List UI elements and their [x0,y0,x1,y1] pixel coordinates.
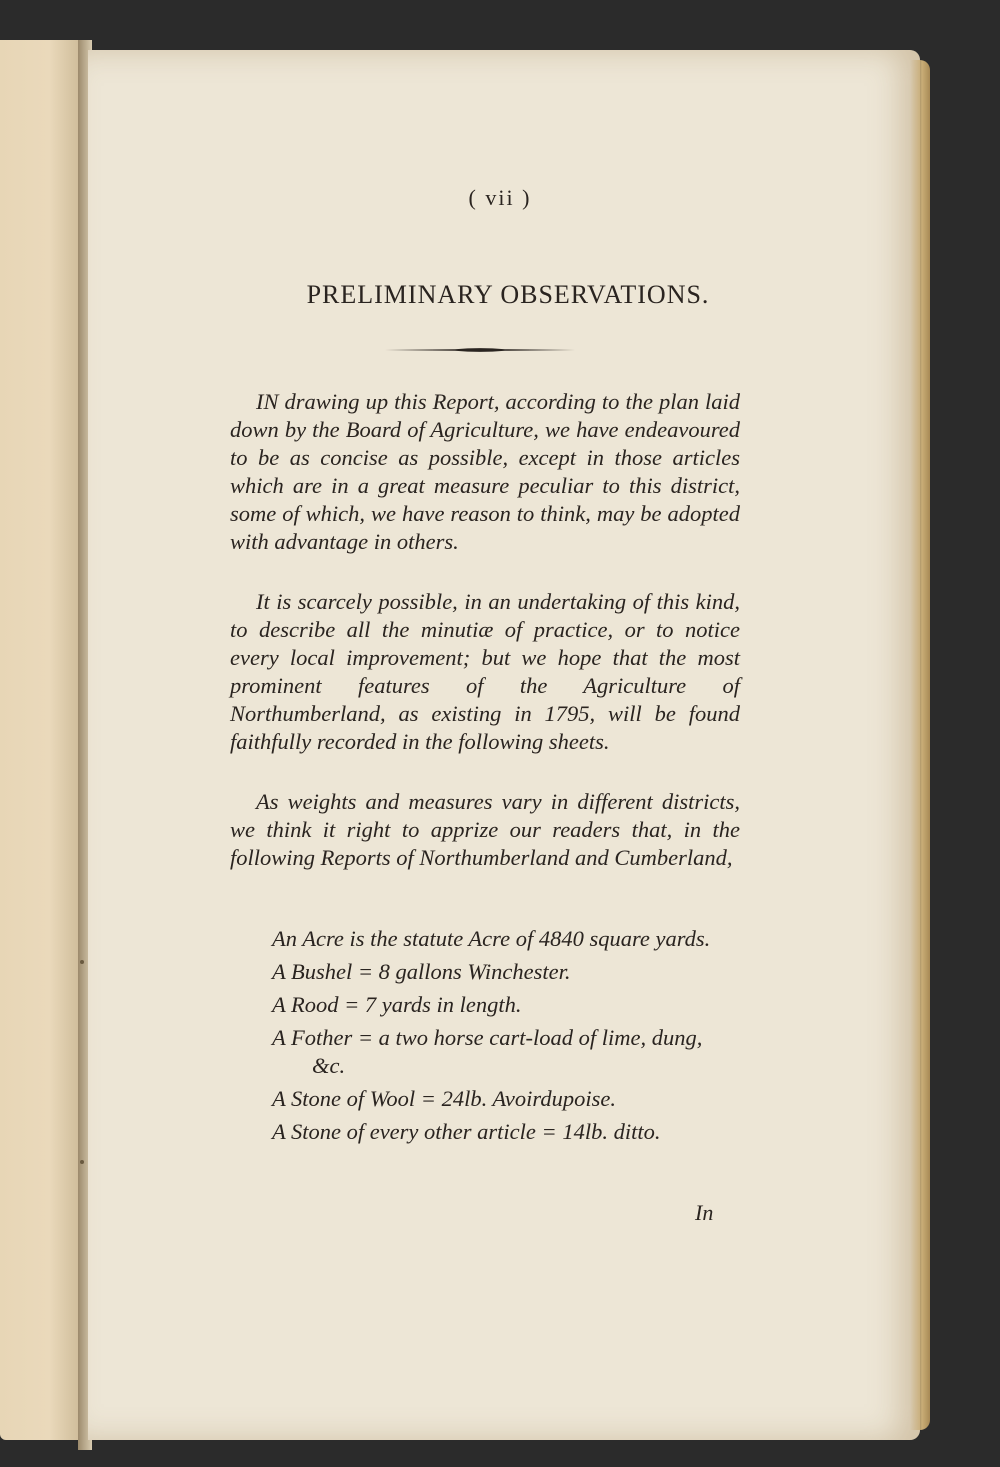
paragraph-1: IN drawing up this Report, according to the plan laid down by the Board of Agriculture, we have endeavoured to be as concise as possible, except in those articles which are in a great measure peculiar to this district, some of which, we have reason to think, may be adopted with advantage in others. [230,389,740,554]
measure-item: A Stone of every other article = 14lb. ditto. [272,1119,661,1144]
section-heading: PRELIMINARY OBSERVATIONS. [306,280,710,309]
page-number: ( vii ) [468,185,532,210]
measure-item: A Bushel = 8 gallons Winchester. [272,959,571,984]
measure-item: A Stone of Wool = 24lb. Avoirdupoise. [272,1086,616,1111]
ornamental-rule [385,347,575,351]
paragraph-2: It is scarcely possible, in an undertaking of this kind, to describe all the minutiæ of practice, or to notice every local improvement; but we hope that the most prominent features of the Agriculture of Northumberland, as existing in 1795, will be found faithfully recorded in the following sheets. [230,589,740,754]
facing-page-edge [0,40,82,1440]
catchword: In [695,1200,714,1225]
binding-thread-mark [80,960,84,964]
measure-item: A Fother = a two horse cart-load of lime, dung, &c. [272,1025,703,1078]
measures-list [272,925,732,1151]
measure-item: An Acre is the statute Acre of 4840 square yards. [272,926,711,951]
measure-item: A Rood = 7 yards in length. [272,992,522,1017]
paragraph-3: As weights and measures vary in different districts, we think it right to apprize our readers that, in the following Reports of Northumberland and Cumberland, [230,789,740,870]
binding-thread-mark [80,1160,84,1164]
page-fore-edge [910,60,930,1430]
